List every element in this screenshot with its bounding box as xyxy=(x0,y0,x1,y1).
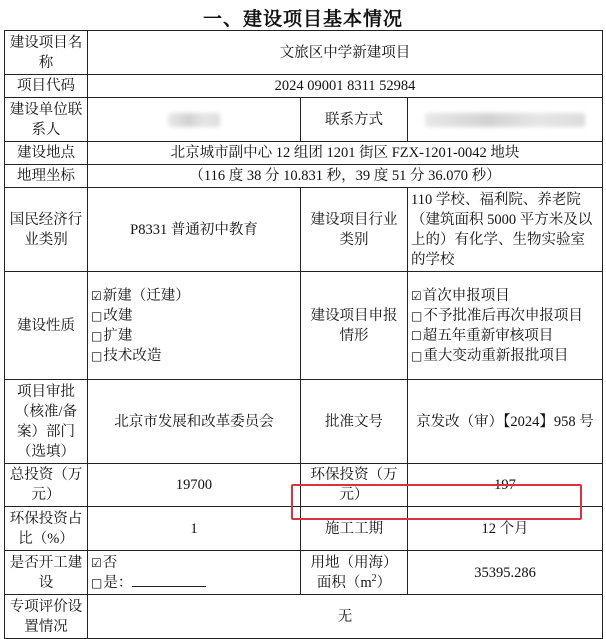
row-project-code xyxy=(5,75,603,98)
value-env-ratio: 1 xyxy=(88,507,301,551)
value-project-name: 文旅区中学新建项目 xyxy=(88,31,603,75)
row-special xyxy=(5,595,603,639)
redacted-block xyxy=(168,113,220,127)
fill-in-blank[interactable] xyxy=(132,573,206,587)
checkbox-icon[interactable]: ☐ xyxy=(411,328,422,343)
value-duration: 12 个月 xyxy=(408,507,603,551)
label-duration: 施工工期 xyxy=(301,507,408,551)
value-approval: 北京市发展和改革委员会 xyxy=(88,380,301,464)
option-rebuild[interactable]: □改建 xyxy=(91,307,133,324)
label-builder: 建设单位联系人 xyxy=(5,98,88,142)
value-builder-redacted xyxy=(88,98,301,142)
label-declare: 建设项目申报情形 xyxy=(301,272,408,380)
value-project-code: 2024 09001 8311 52984 xyxy=(88,75,603,98)
label-env-ratio: 环保投资占比（%） xyxy=(5,507,88,551)
value-location: 北京城市副中心 12 组团 1201 街区 FZX-1201-0042 地块 xyxy=(88,142,603,165)
option-yes[interactable]: □是： xyxy=(91,573,297,593)
nature-options xyxy=(88,272,301,380)
row-started xyxy=(5,551,603,595)
label-project-industry: 建设项目行业类别 xyxy=(301,188,408,272)
value-investment: 19700 xyxy=(88,464,301,507)
label-contact: 联系方式 xyxy=(301,98,408,142)
label-location: 建设地点 xyxy=(5,142,88,165)
row-builder xyxy=(5,98,603,142)
redacted-block xyxy=(425,113,585,127)
option-major-change[interactable]: □重大变动重新报批项目 xyxy=(411,347,569,364)
label-project-name: 建设项目名称 xyxy=(5,31,88,75)
option-new[interactable]: ☑新建（迁建） xyxy=(91,287,190,304)
label-coords: 地理坐标 xyxy=(5,165,88,188)
highlight-box xyxy=(291,484,582,520)
label-land-area: 用地（用海） 面积$(m^2)$ xyxy=(301,551,408,595)
label-approval-no: 批准文号 xyxy=(301,380,408,464)
value-land-area: 35395.286 xyxy=(408,551,603,595)
option-expand[interactable]: □扩建 xyxy=(91,327,133,344)
checkbox-checked-icon[interactable]: ☑ xyxy=(91,288,102,303)
row-project-name xyxy=(5,31,603,75)
row-coords xyxy=(5,165,603,188)
checkbox-icon[interactable]: □ xyxy=(411,348,423,363)
label-approval: 项目审批（核准/备案）部门（选填） xyxy=(5,380,88,464)
label-project-code: 项目代码 xyxy=(5,75,88,98)
value-project-industry: 110 学校、福利院、养老院（建筑面积 5000 平方米及以上的）有化学、生物实验室的学校 xyxy=(408,188,603,272)
checkbox-icon[interactable]: □ xyxy=(91,348,103,363)
option-first[interactable]: ☑首次申报项目 xyxy=(411,287,510,304)
checkbox-checked-icon[interactable]: ☑ xyxy=(411,288,422,303)
value-special: 无 xyxy=(88,595,603,639)
section-title: 一、建设项目基本情况 xyxy=(202,9,403,30)
row-nature xyxy=(5,272,603,380)
checkbox-icon[interactable]: □ xyxy=(411,308,423,323)
row-industry xyxy=(5,188,603,272)
checkbox-checked-icon[interactable]: ☑ xyxy=(91,555,102,570)
option-no[interactable]: ☑否 xyxy=(91,554,118,571)
option-reaudit[interactable]: ☐超五年重新审核项目 xyxy=(411,327,554,344)
project-info-table xyxy=(4,30,603,639)
started-options xyxy=(88,551,301,595)
value-coords: （116 度 38 分 10.831 秒，39 度 51 分 36.070 秒） xyxy=(88,165,603,188)
value-env-investment: 197 xyxy=(408,464,603,507)
label-nature: 建设性质 xyxy=(5,272,88,380)
row-approval xyxy=(5,380,603,464)
checkbox-icon[interactable]: □ xyxy=(91,575,103,590)
option-tech[interactable]: □技术改造 xyxy=(91,347,162,364)
declare-options xyxy=(408,272,603,380)
value-approval-no: 京发改（审）【2024】958 号 xyxy=(408,380,603,464)
checkbox-icon[interactable]: □ xyxy=(91,328,103,343)
label-special: 专项评价设置情况 xyxy=(5,595,88,639)
label-started: 是否开工建设 xyxy=(5,551,88,595)
label-investment: 总投资（万元） xyxy=(5,464,88,507)
value-industry: P8331 普通初中教育 xyxy=(88,188,301,272)
label-env-investment: 环保投资（万元） xyxy=(301,464,408,507)
label-industry: 国民经济行业类别 xyxy=(5,188,88,272)
value-contact-redacted xyxy=(408,98,603,142)
row-location xyxy=(5,142,603,165)
checkbox-icon[interactable]: □ xyxy=(91,308,103,323)
option-reapply[interactable]: □不予批准后再次申报项目 xyxy=(411,307,583,324)
